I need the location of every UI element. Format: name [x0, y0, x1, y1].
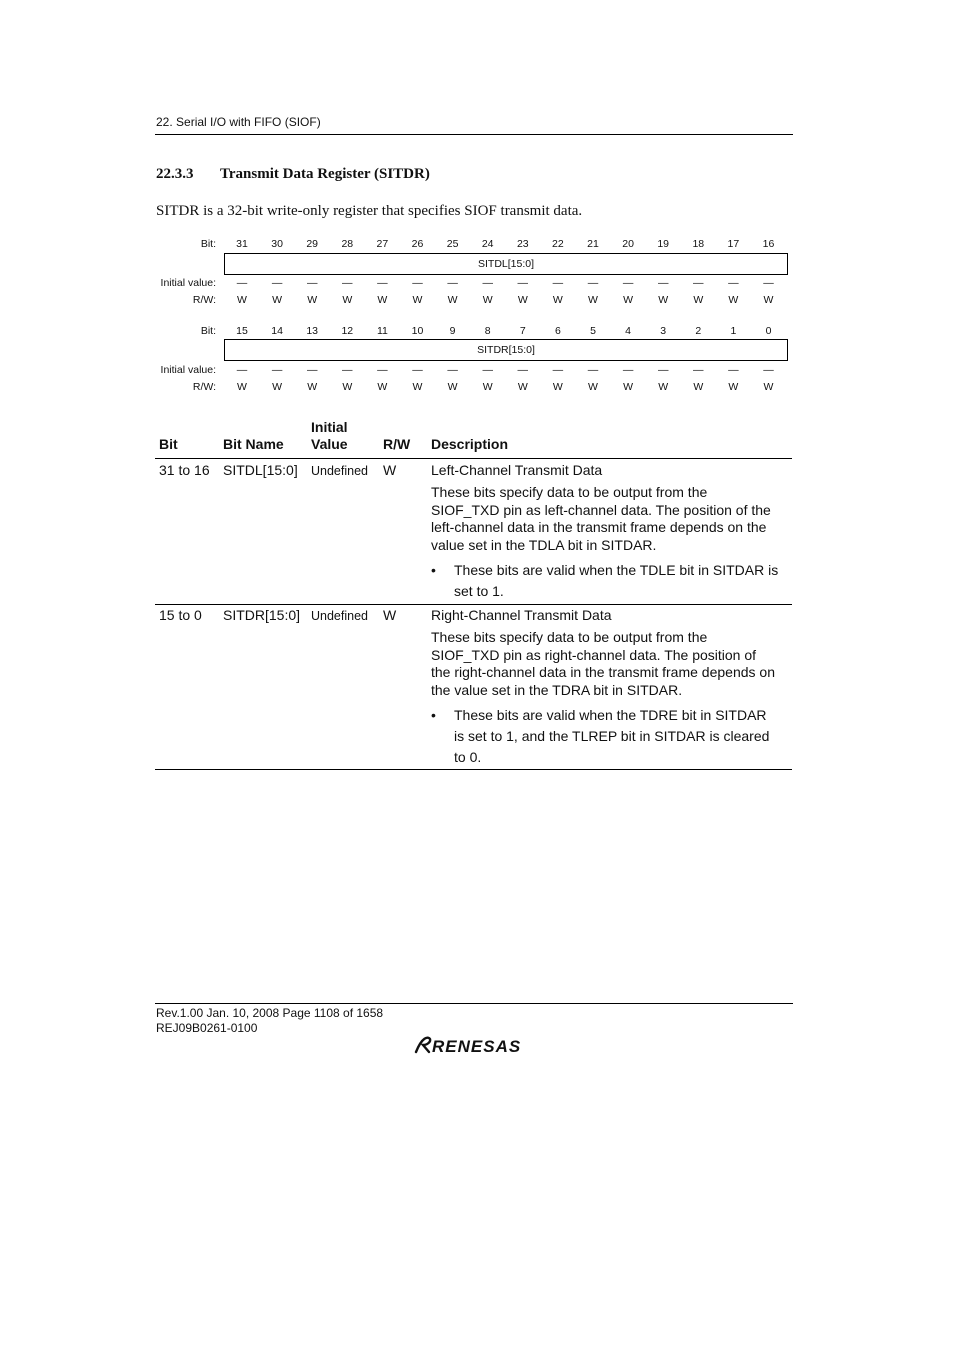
rw-value: W	[763, 294, 774, 306]
bit-number: 1	[730, 325, 737, 337]
bit-number: 21	[587, 238, 599, 250]
rw-value: W	[272, 381, 283, 393]
bit-number: 6	[554, 325, 561, 337]
initial-value: —	[517, 277, 529, 289]
initial-value: —	[342, 364, 353, 376]
bit-number: 17	[727, 238, 740, 250]
row-initial: Undefined	[311, 464, 368, 478]
rw-value: W	[517, 294, 528, 306]
initial-value: —	[236, 364, 248, 376]
bit-number: 14	[271, 325, 283, 337]
initial-label-upper: Initial value:	[160, 277, 216, 289]
initial-value: —	[517, 364, 529, 376]
initial-value: —	[763, 277, 774, 289]
rw-value: W	[272, 294, 283, 306]
bit-number: 12	[341, 325, 354, 337]
bullet-line: is set to 1, and the TLREP bit in SITDAR is cleared	[454, 728, 770, 744]
bit-number: 3	[660, 325, 667, 337]
desc-line: These bits specify data to be output from the	[431, 629, 708, 645]
rw-value: W	[412, 381, 423, 393]
initial-value: —	[693, 364, 704, 376]
rw-value: W	[658, 294, 669, 306]
row-desc-title: Right-Channel Transmit Data	[431, 607, 612, 623]
initial-value: —	[622, 364, 634, 376]
footer-rule	[155, 1003, 793, 1004]
bit-number: 19	[657, 238, 670, 250]
bit-number: 20	[622, 238, 634, 250]
col-header-description: Description	[431, 436, 509, 452]
rw-value: W	[342, 294, 353, 306]
row-bit-name: SITDR[15:0]	[223, 607, 301, 623]
rw-value: W	[377, 294, 388, 306]
rw-value: W	[552, 294, 563, 306]
rw-value: W	[623, 294, 634, 306]
row-bit: 15 to 0	[159, 607, 202, 623]
bullet-text	[454, 560, 794, 602]
initial-label-lower: Initial value:	[160, 364, 216, 376]
rw-value: W	[342, 381, 353, 393]
row-bit-name: SITDL[15:0]	[223, 462, 298, 478]
bit-number: 22	[552, 238, 564, 250]
bullet-text	[454, 705, 794, 768]
bit-number: 13	[306, 325, 319, 337]
rw-value: W	[377, 381, 388, 393]
bit-number: 11	[376, 325, 388, 337]
rw-value: W	[482, 381, 493, 393]
rw-value: W	[307, 381, 318, 393]
bit-number: 8	[484, 325, 491, 337]
desc-line: left-channel data in the transmit frame depends on the	[431, 519, 767, 535]
initial-value: —	[236, 277, 248, 289]
bullet-dot: •	[431, 707, 436, 723]
desc-line: the value set in the TDRA bit in SITDAR.	[431, 681, 683, 698]
bit-label-upper: Bit:	[200, 238, 216, 250]
initial-value: —	[447, 364, 458, 376]
initial-value: —	[728, 364, 739, 376]
rw-value: W	[763, 381, 774, 393]
initial-value: —	[728, 277, 739, 289]
initial-value: —	[412, 277, 423, 289]
rw-value: W	[412, 294, 423, 306]
bullet-line: These bits are valid when the TDLE bit in SITDAR is	[454, 562, 779, 578]
desc-line: the right-channel data in the transmit frame depends on	[431, 664, 775, 680]
logo-wordmark: RENESAS	[432, 1037, 522, 1056]
initial-value: —	[482, 364, 493, 376]
col-header-initial-1: Initial	[311, 419, 348, 435]
rw-value: W	[517, 381, 528, 393]
initial-value: —	[552, 364, 564, 376]
row-desc-title: Left-Channel Transmit Data	[431, 462, 603, 478]
row-initial: Undefined	[311, 609, 368, 623]
bit-number: 16	[762, 238, 775, 250]
initial-value: —	[622, 277, 634, 289]
rw-value: W	[693, 381, 704, 393]
initial-value: —	[693, 277, 704, 289]
bullet-line: These bits are valid when the TDRE bit in SITDAR	[454, 707, 767, 723]
rw-value: W	[447, 294, 458, 306]
bit-number: 24	[481, 238, 494, 250]
rw-value: W	[307, 294, 318, 306]
section-heading	[156, 166, 430, 183]
header-rule	[155, 134, 793, 135]
intro-paragraph: SITDR is a 32-bit write-only register that specifies SIOF transmit data.	[156, 203, 583, 219]
bit-number: 26	[411, 238, 424, 250]
bullet-dot: •	[431, 562, 436, 578]
bit-number: 15	[236, 325, 248, 337]
desc-line: These bits specify data to be output from the	[431, 484, 708, 500]
initial-value: —	[306, 364, 318, 376]
bit-number: 0	[765, 325, 772, 337]
bit-number: 7	[519, 325, 526, 337]
rw-value: W	[728, 381, 739, 393]
desc-line: SIOF_TXD pin as left-channel data. The position of the	[431, 501, 771, 518]
row-bit: 31 to 16	[159, 462, 210, 478]
initial-value: —	[377, 277, 388, 289]
bit-number: 31	[236, 238, 248, 250]
renesas-logo	[414, 1033, 534, 1062]
initial-value: —	[306, 277, 318, 289]
bit-number: 4	[625, 325, 632, 337]
rw-label-upper: R/W:	[192, 294, 216, 306]
row-desc-body	[431, 484, 791, 554]
rw-value: W	[237, 294, 247, 306]
rw-value: W	[658, 381, 669, 393]
bit-number: 5	[590, 325, 596, 337]
renesas-logo-graphic	[414, 1033, 534, 1057]
rw-value: W	[588, 381, 598, 393]
bit-number: 10	[411, 325, 424, 337]
initial-value: —	[447, 277, 458, 289]
register-field-upper: SITDL[15:0]	[224, 253, 788, 275]
bit-number: 2	[695, 325, 702, 337]
bit-number: 29	[306, 238, 319, 250]
rw-value: W	[693, 294, 704, 306]
bit-number: 18	[692, 238, 705, 250]
desc-line: value set in the TDLA bit in SITDAR.	[431, 536, 657, 553]
col-header-initial-2: Value	[311, 436, 348, 452]
initial-value: —	[271, 277, 283, 289]
table-header-rule	[155, 458, 792, 459]
row-divider	[155, 604, 792, 605]
initial-value: —	[763, 364, 774, 376]
col-header-rw: R/W	[383, 436, 411, 452]
initial-value: —	[587, 277, 599, 289]
rw-label-lower: R/W:	[192, 381, 216, 393]
rw-value: W	[447, 381, 458, 393]
bit-label-lower: Bit:	[200, 325, 216, 337]
initial-value: —	[587, 364, 599, 376]
table-bottom-rule	[155, 769, 792, 770]
row-rw: W	[383, 607, 397, 623]
register-field-lower: SITDR[15:0]	[224, 339, 788, 361]
rw-value: W	[623, 381, 634, 393]
initial-value: —	[482, 277, 493, 289]
bit-number: 25	[446, 238, 459, 250]
rw-value: W	[482, 294, 493, 306]
bullet-line: set to 1.	[454, 583, 504, 599]
running-header: 22. Serial I/O with FIFO (SIOF)	[156, 115, 321, 129]
desc-line: SIOF_TXD pin as right-channel data. The position of	[431, 646, 757, 663]
col-header-bit: Bit	[159, 436, 178, 452]
bit-number: 27	[376, 238, 389, 250]
initial-value: —	[342, 277, 353, 289]
bit-number: 23	[516, 238, 529, 250]
rw-value: W	[552, 381, 563, 393]
bullet-line: to 0.	[454, 749, 482, 765]
footer-doc-code: REJ09B0261-0100	[156, 1021, 258, 1035]
rw-value: W	[237, 381, 247, 393]
section-title: Transmit Data Register (SITDR)	[220, 166, 430, 182]
initial-value: —	[271, 364, 283, 376]
bit-number: 30	[271, 238, 283, 250]
rw-value: W	[728, 294, 739, 306]
col-header-bit-name: Bit Name	[223, 436, 284, 452]
rw-value: W	[588, 294, 598, 306]
row-rw: W	[383, 462, 397, 478]
footer-revision: Rev.1.00 Jan. 10, 2008 Page 1108 of 1658	[156, 1006, 384, 1020]
section-number: 22.3.3	[156, 166, 194, 182]
initial-value: —	[657, 364, 669, 376]
initial-value: —	[552, 277, 564, 289]
bit-number: 28	[341, 238, 354, 250]
initial-value: —	[377, 364, 388, 376]
initial-value: —	[657, 277, 669, 289]
bit-number: 9	[449, 325, 456, 337]
row-desc-body	[431, 629, 791, 699]
initial-value: —	[412, 364, 423, 376]
